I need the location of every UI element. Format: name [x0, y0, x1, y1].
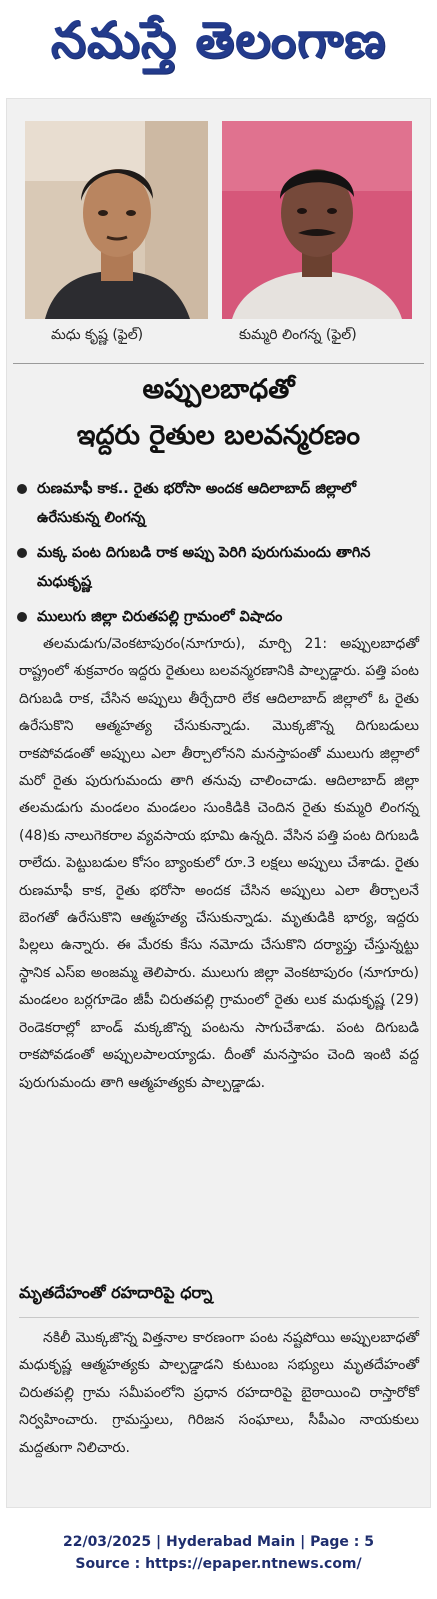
photo-caption: కుమ్మరి లింగన్న (ఫైల్): [239, 327, 357, 343]
divider: [13, 363, 424, 364]
footer-date-edition: 22/03/2025 | Hyderabad Main | Page : 5: [62, 1534, 375, 1550]
photo-caption: మధు కృష్ణ (ఫైల్): [51, 327, 144, 343]
photo-kummari-lingnna: [222, 121, 412, 319]
bullet-text: రుణమాఫీ కాక.. రైతు భరోసా అందక ఆదిలాబాద్ జిల్లాలో ఉరేసుకున్న లింగన్న: [37, 481, 357, 526]
footer-source: Source : https://epaper.ntnews.com/: [75, 1556, 362, 1572]
bullet-point: [15, 603, 423, 632]
article-body: [19, 631, 419, 1097]
divider: [19, 1317, 419, 1318]
masthead-title: నమస్తే తెలంగాణ: [50, 10, 387, 69]
bullet-icon: [17, 548, 27, 558]
bullet-point: [15, 539, 423, 597]
article-body-2: [19, 1325, 419, 1462]
bullet-point: [15, 475, 423, 533]
article-paragraph: తలమడుగు/వెంకటాపురం(నూగూరు), మార్చి 21: అప్పులబాధతో రాష్ట్రంలో శుక్రవారం ఇద్దరు రైతులు బలవన్మరణానికి పాల్పడ్డారు. పత్తి పంట దిగుబడి రాక, చేసిన అప్పులు తీర్చేదారి లేక ఆదిలాబాద్ జిల్లాలో ఓ రైతు ఉరేసుకొని ఆత్మహత్య చేసుకున్నాడు. మొక్కజొన్న దిగుబడులు రాకపోవడంతో అప్పులు ఎలా తీర్చాలోనని మనస్తాపంతో ములుగు జిల్లాలో మరో రైతు పురుగుమందు తాగి తనువు చాలించాడు. ఆదిలాబాద్ జిల్లా తలమడుగు మండలం మండలం సుంకిడికి చెందిన రైతు కుమ్మరి లింగన్న (48)కు నాలుగెకరాల వ్యవసాయ భూమి ఉన్నది. వేసిన పత్తి పంట దిగుబడి రాలేదు. పెట్టుబడుల కోసం బ్యాంకులో రూ.3 లక్షలు అప్పులు చేశాడు. రైతు రుణమాఫీ కాక, రైతు భరోసా అందక చేసిన అప్పులు ఎలా తీర్చాలనే బెంగతో ఉరేసుకొని ఆత్మహత్య చేసుకున్నాడు. మృతుడికి భార్య, ఇద్దరు పిల్లలు ఉన్నారు. ఈ మేరకు కేసు నమోదు చేసుకొని దర్యాప్తు చేస్తున్నట్టు స్థానిక ఎస్ఐ అంజమ్మ తెలిపారు. ములుగు జిల్లా వెంకటాపురం (నూగూరు) మండలం బర్లగూడెం జీపీ చిరుతపల్లి గ్రామంలో రైతు లుక మధుకృష్ణ (29) రెండెకరాల్లో బాండ్ మక్కజొన్న పంటను సాగుచేశాడు. పంట దిగుబడి రాకపోవడంతో అప్పులపాలయ్యాడు. దీంతో మనస్తాపం చెంది ఇంటి వద్ద పురుగుమందు తాగి ఆత్మహత్యకు పాల్పడ్డాడు.: [19, 636, 419, 1091]
photo-madhu-krishna: [25, 121, 208, 319]
masthead: [0, 0, 437, 92]
bullet-icon: [17, 484, 27, 494]
bullet-text: మక్క పంట దిగుబడి రాక అప్పు పెరిగి పురుగుమందు తాగిన మధుకృష్ణ: [37, 545, 371, 590]
article-paragraph: నకిలీ మొక్కజొన్న విత్తనాల కారణంగా పంట నష్టపోయి అప్పులబాధతో మధుకృష్ణ ఆత్మహత్యకు పాల్పడ్డాడని కుటుంబ సభ్యులు మృతదేహంతో చిరుతపల్లి గ్రామ సమీపంలోని ప్రధాన రహదారిపై బైఠాయించి రాస్తారోకో నిర్వహించారు. గ్రామస్తులు, గిరిజన సంఘాలు, సీపీఎం నాయకులు మద్దతుగా నిలిచారు.: [19, 1330, 419, 1456]
bullet-icon: [17, 612, 27, 622]
headline-line-2: ఇద్దరు రైతుల బలవన్మరణం: [76, 420, 361, 451]
headline-line-1: అప్పులబాధతో: [142, 374, 295, 405]
bullet-text: ములుగు జిల్లా చిరుతపల్లి గ్రామంలో విషాదం: [37, 609, 283, 625]
subheading: మృతదేహంతో రహదారిపై ధర్నా: [19, 1283, 213, 1302]
article-clipping: [6, 98, 431, 1508]
